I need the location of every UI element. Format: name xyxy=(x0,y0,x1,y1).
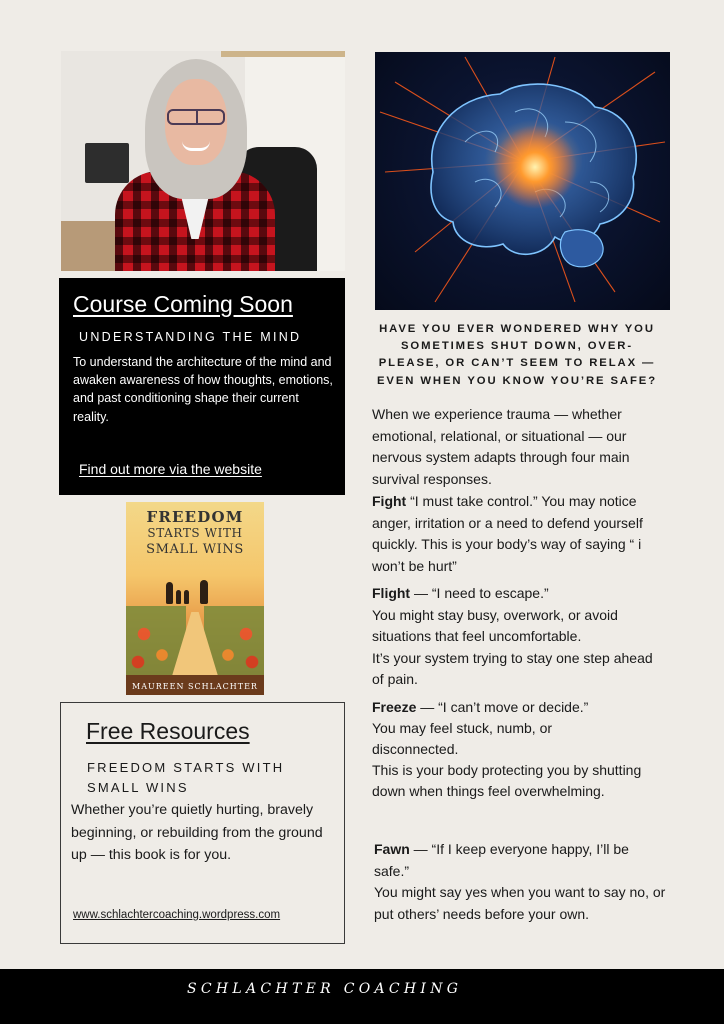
flight-section xyxy=(372,583,668,691)
photo-shelf xyxy=(85,143,129,183)
footer-brand: SCHLACHTER COACHING xyxy=(187,981,463,997)
fawn-text: — “If I keep everyone happy, I’ll be safe.” xyxy=(374,841,629,879)
article-intro-text: When we experience trauma — whether emotional, relational, or situational — our nervous system adapts through four main survival responses. xyxy=(372,406,630,487)
fawn-line2: You might say yes when you want to say no, or put others’ needs before your own. xyxy=(374,884,666,922)
freeze-line2: You may feel stuck, numb, or disconnected. xyxy=(372,720,553,757)
fawn-section xyxy=(374,839,666,925)
freeze-label: Freeze xyxy=(372,699,417,715)
book-figure-child-2 xyxy=(184,590,189,604)
fight-label: Fight xyxy=(372,493,407,509)
resources-description: Whether you’re quietly hurting, bravely beginning, or rebuilding from the ground up — this book is for you. xyxy=(71,802,323,863)
resources-subtitle: FREEDOM STARTS WITH SMALL WINS xyxy=(87,760,285,795)
article-intro xyxy=(372,404,672,490)
brain-illustration xyxy=(375,52,670,310)
book-title-line1: FREEDOM xyxy=(146,508,244,526)
fight-text: “I must take control.” You may notice anger, irritation or a need to defend yourself quickly. This is your body’s way of saying “ i won’t be hurt” xyxy=(372,493,643,574)
flight-line3: It’s your system trying to stay one step ahead of pain. xyxy=(372,649,653,687)
course-subtitle: UNDERSTANDING THE MIND xyxy=(79,330,302,344)
flight-line2: You might stay busy, overwork, or avoid situations that feel uncomfortable. xyxy=(372,606,618,644)
photo-glasses xyxy=(167,109,225,125)
book-figure-child-1 xyxy=(176,590,181,604)
free-resources-panel xyxy=(60,702,345,944)
book-title-line3: SMALL WINS xyxy=(146,542,244,557)
fight-section xyxy=(372,491,662,577)
freeze-section xyxy=(372,697,642,802)
flight-label: Flight xyxy=(372,585,411,601)
book-author: MAUREEN SCHLACHTER xyxy=(132,682,258,691)
fawn-label: Fawn xyxy=(374,841,410,857)
freeze-line3: This is your body protecting you by shutting down when things feel overwhelming. xyxy=(372,762,642,799)
cerebellum xyxy=(560,230,603,267)
course-panel xyxy=(59,278,345,495)
book-title-line2: STARTS WITH xyxy=(147,526,243,540)
course-website-link[interactable]: Find out more via the website xyxy=(79,461,262,477)
book-cover xyxy=(126,502,264,695)
footer-bar xyxy=(0,969,724,1024)
portrait-photo xyxy=(61,51,345,271)
book-figure-adult-1 xyxy=(166,582,173,604)
book-figure-adult-2 xyxy=(200,580,208,604)
flight-text: — “I need to escape.” xyxy=(410,585,549,601)
resources-website-link[interactable]: www.schlachtercoaching.wordpress.com xyxy=(73,909,281,921)
photo-trim xyxy=(221,51,345,57)
brain-glow xyxy=(493,125,577,209)
course-title: Course Coming Soon xyxy=(73,291,293,317)
freeze-text: — “I can’t move or decide.” xyxy=(416,699,589,715)
article-question: HAVE YOU EVER WONDERED WHY YOU SOMETIMES SHUT DOWN, OVER-PLEASE, OR CAN’T SEEM TO RELAX — EVEN WHEN YOU KNOW YOU’RE SAFE? xyxy=(376,323,658,387)
brain-svg xyxy=(375,52,670,310)
resources-title: Free Resources xyxy=(86,718,250,744)
course-description: To understand the architecture of the mind and awaken awareness of how thoughts, emotions, and past conditioning shape their current reality. xyxy=(73,355,333,424)
